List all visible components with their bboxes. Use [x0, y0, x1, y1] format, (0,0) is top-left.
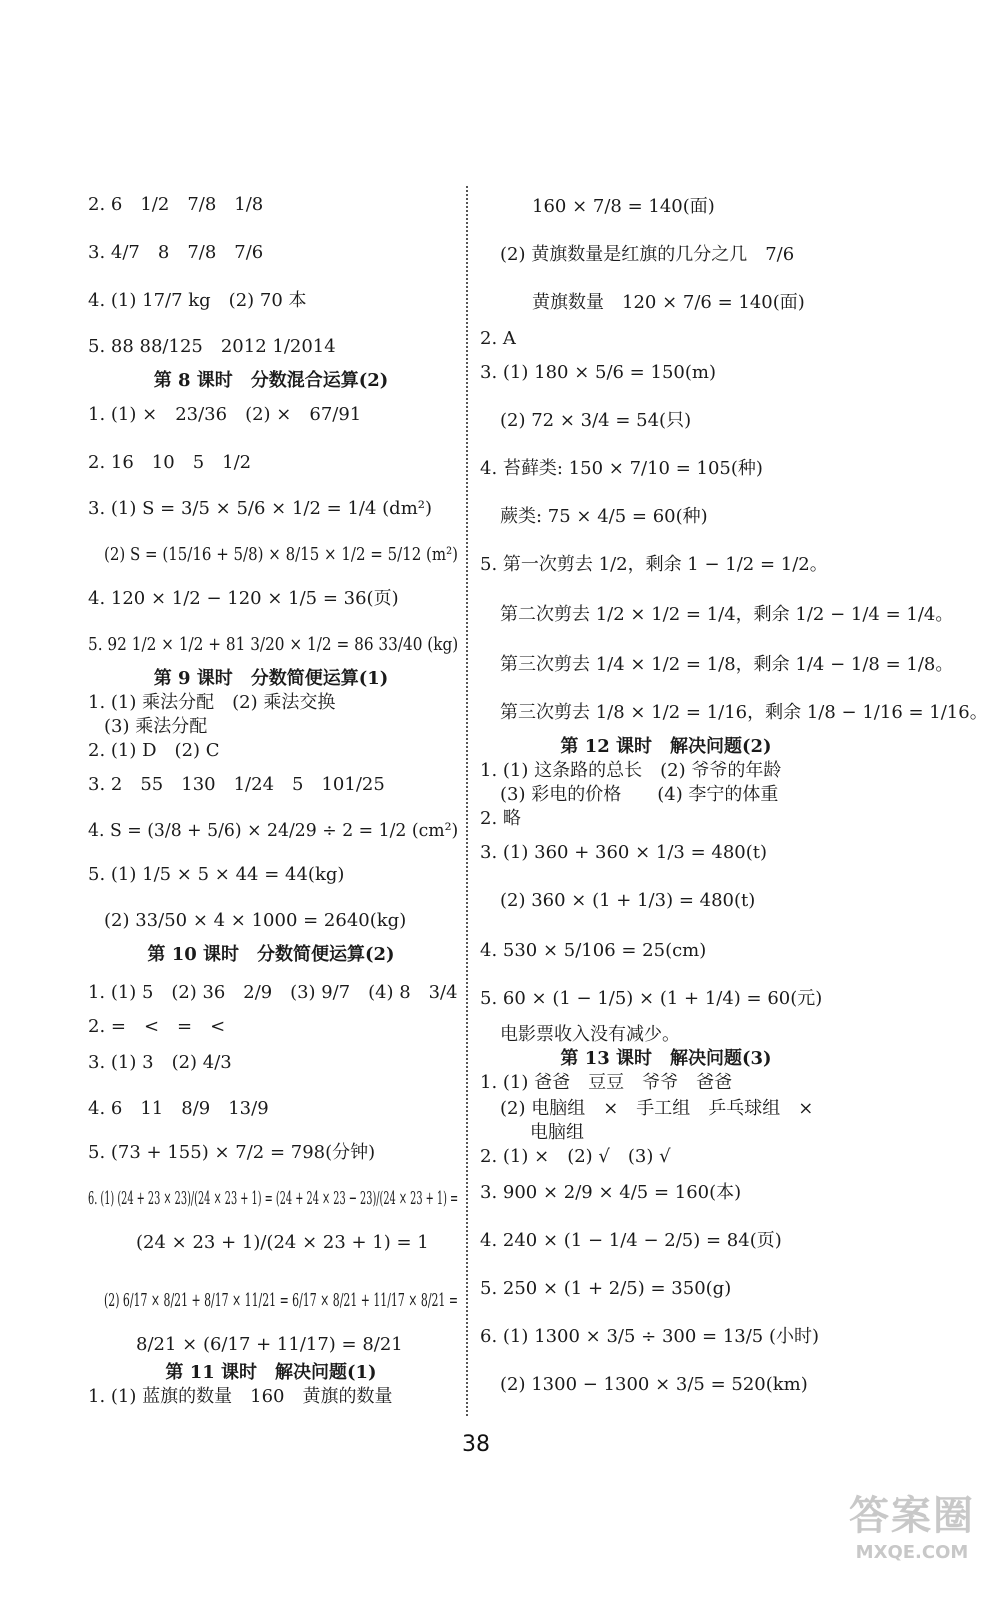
answer-line: 4. 240 × (1 − 1/4 − 2/5) = 84(页) [480, 1230, 782, 1251]
answer-line: (2) 黄旗数量是红旗的几分之几 7/6 [500, 244, 795, 265]
answer-line: 3. 900 × 2/9 × 4/5 = 160(本) [480, 1182, 742, 1203]
answer-line: (2) 72 × 3/4 = 54(只) [500, 410, 692, 431]
answer-line: 3. (1) 180 × 5/6 = 150(m) [480, 362, 716, 383]
answer-line: 1. (1) 5 (2) 36 2/9 (3) 9/7 (4) 8 3/4 [88, 982, 458, 1003]
answer-line: 5. (73 + 155) × 7/2 = 798(分钟) [88, 1142, 376, 1163]
page-number: 38 [462, 1432, 490, 1457]
answer-line: 1. (1) × 23/36 (2) × 67/91 [88, 404, 362, 425]
section-heading: 第 11 课时 解决问题(1) [165, 1362, 377, 1383]
answer-line: 1. (1) 这条路的总长 (2) 爷爷的年龄 [480, 760, 782, 781]
answer-line: 6. (1) (24 + 23 × 23)/(24 × 23 + 1) = (24 + 24 × 23 − 23)/(24 × 23 + 1) = [88, 1188, 459, 1209]
answer-line: 4. S = (3/8 + 5/6) × 24/29 ÷ 2 = 1/2 (cm²) [88, 820, 459, 841]
answer-line: (2) 电脑组 × 手工组 乒乓球组 × [500, 1098, 814, 1119]
answer-line: 2. (1) × (2) √ (3) √ [480, 1146, 671, 1167]
answer-line: 4. 530 × 5/106 = 25(cm) [480, 940, 707, 961]
answer-line: (2) 33/50 × 4 × 1000 = 2640(kg) [104, 910, 407, 931]
answer-line: 2. = < = < [88, 1016, 226, 1037]
answer-line: (2) S = (15/16 + 5/8) × 8/15 × 1/2 = 5/12 (m²) [104, 544, 458, 565]
answer-line: 5. 60 × (1 − 1/5) × (1 + 1/4) = 60(元) [480, 988, 823, 1009]
answer-line: 5. (1) 1/5 × 5 × 44 = 44(kg) [88, 864, 345, 885]
answer-line: 2. 16 10 5 1/2 [88, 452, 252, 473]
answer-line: (24 × 23 + 1)/(24 × 23 + 1) = 1 [136, 1232, 429, 1253]
answer-line: 黄旗数量 120 × 7/6 = 140(面) [532, 292, 805, 313]
answer-line: 2. 略 [480, 808, 521, 829]
answer-line: 5. 92 1/2 × 1/2 + 81 3/20 × 1/2 = 86 33/40 (kg) [88, 634, 459, 655]
answer-line: 5. 第一次剪去 1/2，剩余 1 − 1/2 = 1/2。 [480, 554, 828, 575]
answer-line: (2) 360 × (1 + 1/3) = 480(t) [500, 890, 756, 911]
answer-line: 1. (1) 爸爸 豆豆 爷爷 爸爸 [480, 1072, 733, 1093]
answer-line: 4. (1) 17/7 kg (2) 70 本 [88, 290, 307, 311]
answer-line: 6. (1) 1300 × 3/5 ÷ 300 = 13/5 (小时) [480, 1326, 820, 1347]
answer-line: 160 × 7/8 = 140(面) [532, 196, 715, 217]
section-heading: 第 12 课时 解决问题(2) [560, 736, 772, 757]
answer-line: 4. 苔藓类: 150 × 7/10 = 105(种) [480, 458, 763, 479]
answer-line: 2. (1) D (2) C [88, 740, 220, 761]
watermark-logo [832, 1490, 992, 1594]
answer-line: (3) 乘法分配 [104, 716, 208, 737]
answer-line: 1. (1) 乘法分配 (2) 乘法交换 [88, 692, 336, 713]
answer-line: 3. (1) 3 (2) 4/3 [88, 1052, 232, 1073]
answer-line: 1. (1) 蓝旗的数量 160 黄旗的数量 [88, 1386, 393, 1407]
answer-line: 5. 88 88/125 2012 1/2014 [88, 336, 336, 357]
watermark-url: MXQE.COM [855, 1542, 969, 1563]
section-heading: 第 10 课时 分数简便运算(2) [147, 944, 395, 965]
section-heading: 第 9 课时 分数简便运算(1) [153, 668, 389, 689]
answer-line: 电脑组 [530, 1122, 584, 1143]
watermark-logo-text: 答案圈 [849, 1493, 975, 1539]
answer-line: (3) 彩电的价格 (4) 李宁的体重 [500, 784, 779, 805]
answer-line: 3. (1) S = 3/5 × 5/6 × 1/2 = 1/4 (dm²) [88, 498, 432, 519]
answer-line: 2. 6 1/2 7/8 1/8 [88, 194, 264, 215]
answer-line: 8/21 × (6/17 + 11/17) = 8/21 [136, 1334, 403, 1355]
column-divider [466, 186, 468, 1416]
answer-line: 蕨类: 75 × 4/5 = 60(种) [500, 506, 708, 527]
section-heading: 第 8 课时 分数混合运算(2) [153, 370, 389, 391]
answer-line: 第三次剪去 1/4 × 1/2 = 1/8，剩余 1/4 − 1/8 = 1/8。 [500, 654, 954, 675]
answer-line: (2) 6/17 × 8/21 + 8/17 × 11/21 = 6/17 × 8/21 + 11/17 × 8/21 = [104, 1290, 458, 1311]
answer-line: 电影票收入没有减少。 [500, 1024, 680, 1045]
answer-line: 第二次剪去 1/2 × 1/2 = 1/4，剩余 1/2 − 1/4 = 1/4。 [500, 604, 954, 625]
section-heading: 第 13 课时 解决问题(3) [560, 1048, 772, 1069]
answer-line: 3. 2 55 130 1/24 5 101/25 [88, 774, 385, 795]
answer-line: 3. (1) 360 + 360 × 1/3 = 480(t) [480, 842, 768, 863]
answer-line: 第三次剪去 1/8 × 1/2 = 1/16，剩余 1/8 − 1/16 = 1/16。 [500, 702, 988, 723]
answer-line: 4. 6 11 8/9 13/9 [88, 1098, 269, 1119]
answer-line: 2. A [480, 328, 516, 349]
answer-line: 5. 250 × (1 + 2/5) = 350(g) [480, 1278, 732, 1299]
answer-line: 3. 4/7 8 7/8 7/6 [88, 242, 264, 263]
answer-line: 4. 120 × 1/2 − 120 × 1/5 = 36(页) [88, 588, 399, 609]
answer-line: (2) 1300 − 1300 × 3/5 = 520(km) [500, 1374, 808, 1395]
